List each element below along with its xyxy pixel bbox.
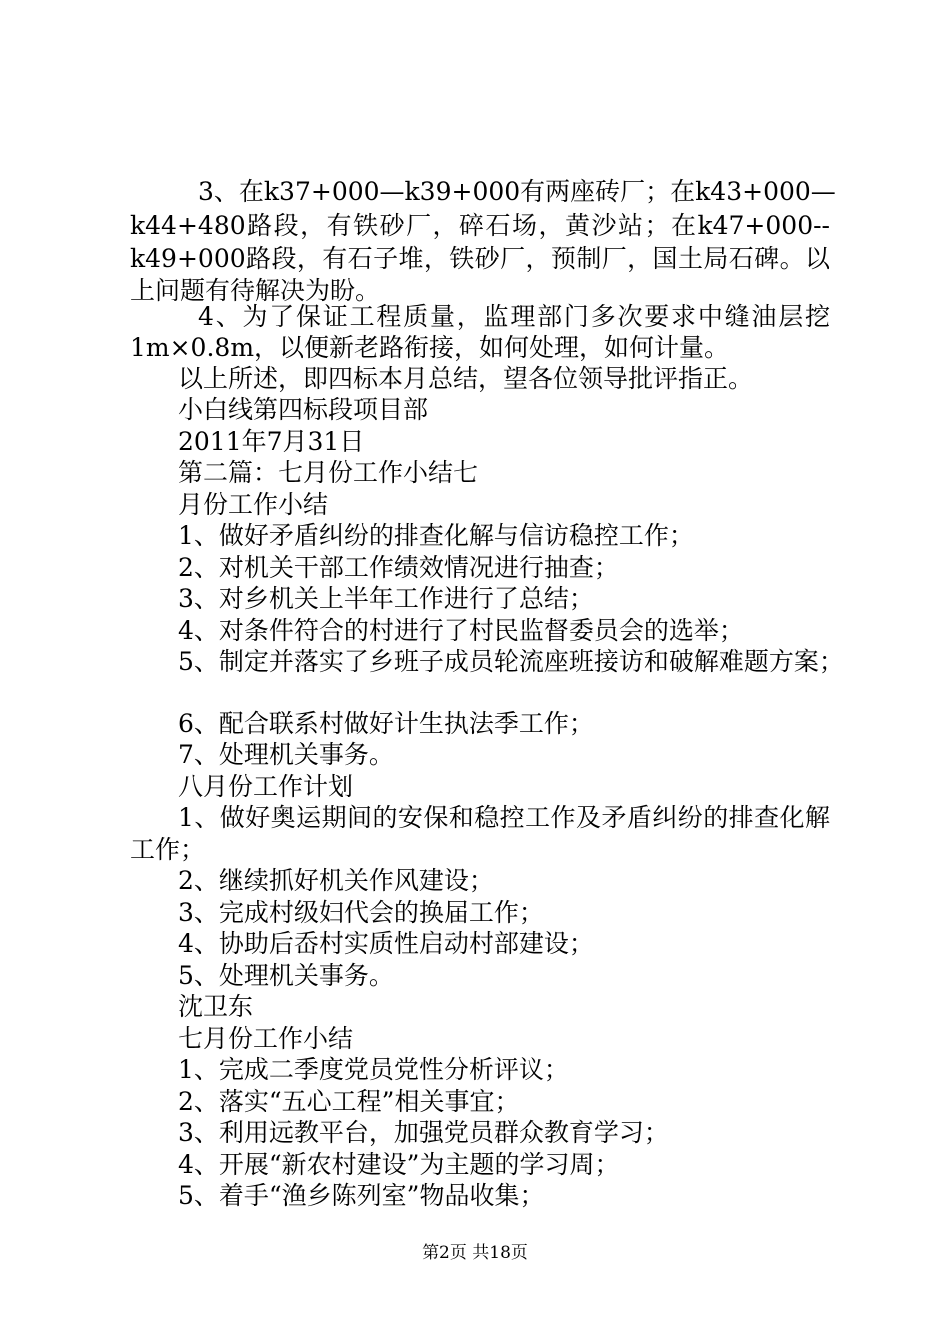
july-summary-item: 5、着手“渔乡陈列室”物品收集； [178,1181,545,1210]
paragraph-4-line-1: 4、为了保证工程质量，监理部门多次要求中缝油层挖 [198,302,830,331]
page-number-footer: 第2页 共18页 [422,1243,528,1263]
august-item: 3、完成村级妇代会的换届工作； [178,898,544,927]
organization-name: 小白线第四标段项目部 [178,395,429,424]
august-item-1-line-2: 工作； [130,835,206,864]
july-summary-item: 3、利用远教平台，加强党员群众教育学习； [178,1118,669,1147]
august-item-1-line-1: 1、做好奥运期间的安保和稳控工作及矛盾纠纷的排查化解 [178,803,830,832]
paragraph-3-line-2: k44+480路段，有铁砂厂，碎石场，黄沙站；在k47+000-- [130,211,830,240]
july-item: 2、对机关干部工作绩效情况进行抽查； [178,553,619,582]
paragraph-4-line-2: 1m×0.8m，以便新老路衔接，如何处理，如何计量。 [130,333,730,362]
july-summary-item: 2、落实“五心工程”相关事宜； [178,1087,520,1116]
july-summary-item: 1、完成二季度党员党性分析评议； [178,1055,569,1084]
paragraph-3-line-1: 3、在k37+000—k39+000有两座砖厂；在k43+000— [198,177,836,206]
august-plan-title: 八月份工作计划 [178,772,354,801]
august-item: 4、协助后岙村实质性启动村部建设； [178,929,594,958]
july-item: 1、做好矛盾纠纷的排查化解与信访稳控工作； [178,521,694,550]
july-item: 5、制定并落实了乡班子成员轮流座班接访和破解难题方案； [178,647,844,676]
july-item: 4、对条件符合的村进行了村民监督委员会的选举； [178,616,744,645]
july-item: 6、配合联系村做好计生执法季工作； [178,709,594,738]
july-summary-item: 4、开展“新农村建设”为主题的学习周； [178,1150,620,1179]
part-2-title: 第二篇：七月份工作小结七 [178,458,479,487]
august-item: 2、继续抓好机关作风建设； [178,866,494,895]
author-name: 沈卫东 [178,992,254,1021]
report-date: 2011年7月31日 [178,427,365,456]
july-item: 3、对乡机关上半年工作进行了总结； [178,584,594,613]
closing-remark: 以上所述，即四标本月总结，望各位领导批评指正。 [178,364,754,393]
paragraph-3-line-3: k49+000路段，有石子堆，铁砂厂，预制厂，国土局石碑。以 [130,244,830,273]
paragraph-3-line-4: 上问题有待解决为盼。 [130,276,381,305]
august-item: 5、处理机关事务。 [178,961,394,990]
july-item: 7、处理机关事务。 [178,740,394,769]
part-2-subtitle: 月份工作小结 [178,490,329,519]
july-summary-title: 七月份工作小结 [178,1024,354,1053]
